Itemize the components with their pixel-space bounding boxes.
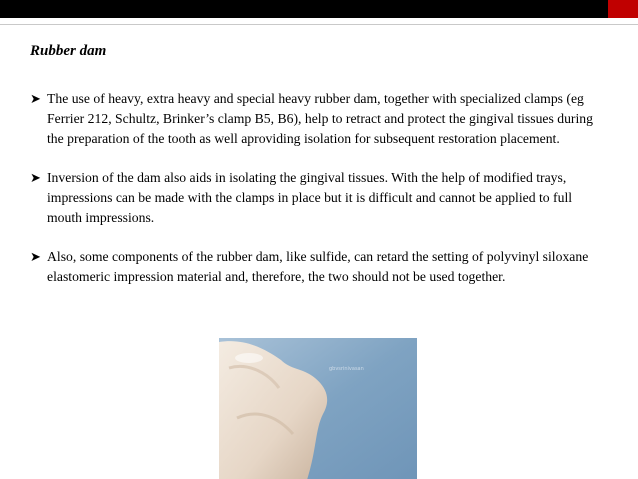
bullet-text: The use of heavy, extra heavy and special heavy rubber dam, together with specialized clamps (eg Ferrier 212, Schultz, Brinker’s clamp B5, B6), help to retract and protect the gingival tissues during the preparation of the tooth as well aproviding isolation for subsequent restoration placement.	[47, 91, 593, 146]
top-rule	[0, 24, 638, 25]
arrow-bullet-icon: ➤	[30, 170, 41, 185]
arrow-bullet-icon: ➤	[30, 249, 41, 264]
photo-watermark: gbvsrinivasan	[329, 366, 364, 372]
arrow-bullet-icon: ➤	[30, 91, 41, 106]
top-accent-bar	[608, 0, 638, 18]
rubber-dam-photo-image	[219, 338, 417, 479]
bullet-item	[30, 168, 610, 228]
bullet-item	[30, 247, 610, 287]
bullet-item	[30, 89, 610, 149]
tooth-highlight	[235, 353, 263, 363]
top-bar	[0, 0, 638, 18]
bullet-text: Inversion of the dam also aids in isolating the gingival tissues. With the help of modified trays, impressions can be made with the clamps in place but it is difficult and cannot be applied to full mouth impressions.	[47, 170, 573, 225]
bullet-list	[30, 89, 610, 306]
bullet-text: Also, some components of the rubber dam, like sulfide, can retard the setting of polyvinyl siloxane elastomeric impression material and, therefore, the two should not be used together.	[47, 249, 589, 284]
slide-title: Rubber dam	[30, 43, 107, 59]
rubber-dam-photo	[219, 338, 417, 479]
